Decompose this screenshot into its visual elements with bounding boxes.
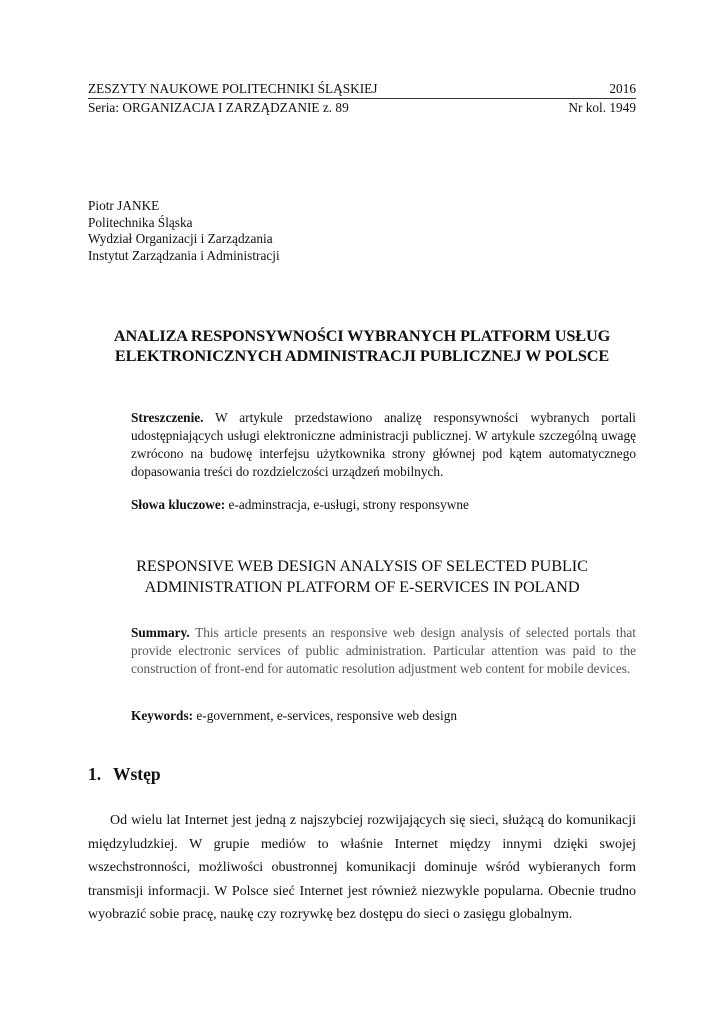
title-polish-line: ELEKTRONICZNYCH ADMINISTRACJI PUBLICZNEJ W POLSCE <box>114 346 610 365</box>
journal-year: 2016 <box>609 81 636 96</box>
section-title: Wstęp <box>113 764 161 784</box>
abstract-english <box>131 624 636 678</box>
body-paragraph: Od wielu lat Internet jest jedną z najszybciej rozwijających się sieci, służącą do komunikacji międzyludzkiej. W grupie mediów to właśnie Internet między innymi dzięki swojej wszechstronności, możliwości obustronnej komunikacji dominuje wśród wybieranych form transmisji informacji. W Polsce sieć Internet jest również niezwykle popularna. Obecnie trudno wyobrazić sobie pracę, naukę czy rozrywkę bez dostępu do sieci o zasięgu globalnym. <box>88 813 636 923</box>
title-english <box>88 555 636 597</box>
author-name: Piotr JANKE <box>88 198 160 213</box>
section-number: 1. <box>88 764 102 784</box>
section-body <box>88 809 636 927</box>
journal-name: ZESZYTY NAUKOWE POLITECHNIKI ŚLĄSKIEJ <box>88 81 378 96</box>
abstract-polish <box>131 409 636 481</box>
keywords-polish-text: e-adminstracja, e-usługi, strony responsywne <box>225 497 469 512</box>
header-rule <box>88 98 636 99</box>
running-header-bottom <box>88 100 636 116</box>
abstract-polish-text: W artykule przedstawiono analizę responsywności wybranych portali udostępniających usługi elektroniczne administracji publicznej. W artykule szczególną uwagę zwrócono na budowę interfejsu użytkownika strony głównej pod kątem automatycznego dopasowania treści do rozdzielczości urządzeń mobilnych. <box>131 410 636 479</box>
keywords-english-text: e-government, e-services, responsive web design <box>193 708 458 723</box>
section-heading <box>88 763 161 785</box>
title-polish <box>88 326 636 366</box>
affiliation-line: Instytut Zarządzania i Administracji <box>88 247 280 263</box>
author-block <box>88 198 280 264</box>
keywords-polish <box>131 496 636 514</box>
keywords-english-label: Keywords: <box>131 708 194 723</box>
abstract-polish-label: Streszczenie. <box>131 410 204 425</box>
keywords-polish-label: Słowa kluczowe: <box>131 497 226 512</box>
abstract-english-text: This article presents an responsive web design analysis of selected portals that provide electronic services of public administration. Particular attention was paid to the construction of front-end for automatic resolution adjustment web content for mobile devices. <box>131 625 636 676</box>
abstract-english-label: Summary. <box>131 625 190 640</box>
affiliation-line: Wydział Organizacji i Zarządzania <box>88 231 273 246</box>
title-english-line: ADMINISTRATION PLATFORM OF E-SERVICES IN POLAND <box>144 577 580 596</box>
keywords-english <box>131 707 636 725</box>
title-english-line: RESPONSIVE WEB DESIGN ANALYSIS OF SELECTED PUBLIC <box>136 556 588 575</box>
affiliation-line: Politechnika Śląska <box>88 214 193 230</box>
issue-number: Nr kol. 1949 <box>568 100 636 115</box>
running-header-top <box>88 81 636 97</box>
title-polish-line: ANALIZA RESPONSYWNOŚCI WYBRANYCH PLATFORM USŁUG <box>113 326 611 345</box>
series-info: Seria: ORGANIZACJA I ZARZĄDZANIE z. 89 <box>88 100 349 115</box>
